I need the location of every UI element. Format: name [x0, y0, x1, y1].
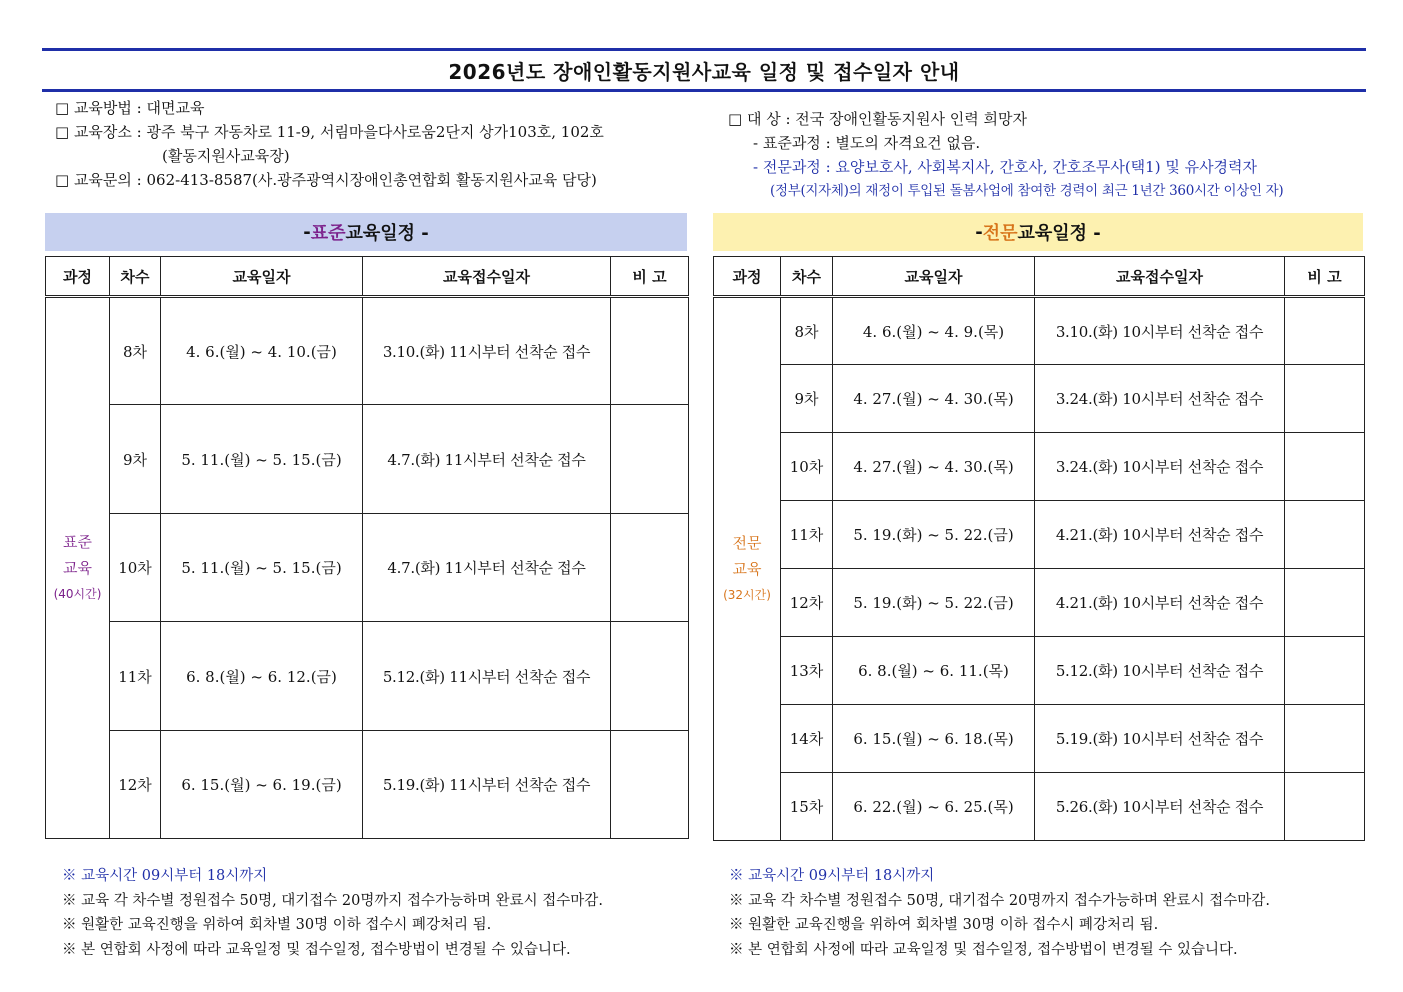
- table-row: [46, 622, 689, 731]
- note-cancel: ※ 원활한 교육진행을 위하여 회차별 30명 이하 접수시 폐강처리 됨.: [729, 917, 1159, 933]
- table-row: [46, 514, 689, 622]
- note-cell: [1285, 637, 1365, 705]
- round-cell: 10차: [781, 433, 833, 501]
- note-change: ※ 본 연합회 사정에 따라 교육일정 및 접수일정, 접수방법이 변경될 수 있습니다.: [62, 941, 571, 958]
- info-expert-req: - 전문과정 : 요양보호사, 사회복지사, 간호사, 간호조무사(택1) 및 유사경력자: [753, 158, 1258, 176]
- round-cell: 11차: [110, 622, 161, 731]
- table-row: [714, 569, 1365, 637]
- note-cancel: ※ 원활한 교육진행을 위하여 회차별 30명 이하 접수시 폐강처리 됨.: [62, 917, 492, 933]
- table-row: [714, 433, 1365, 501]
- date-cell: 6. 15.(월) ~ 6. 18.(목): [833, 705, 1035, 773]
- date-cell: 6. 8.(월) ~ 6. 12.(금): [161, 622, 363, 731]
- standard-banner: - 표준 교육일정 -: [45, 213, 687, 251]
- header-recv: 교육접수일자: [1035, 257, 1285, 297]
- date-cell: 5. 19.(화) ~ 5. 22.(금): [833, 569, 1035, 637]
- date-cell: 4. 27.(월) ~ 4. 30.(목): [833, 433, 1035, 501]
- date-cell: 4. 27.(월) ~ 4. 30.(목): [833, 365, 1035, 433]
- date-cell: 5. 11.(월) ~ 5. 15.(금): [161, 405, 363, 514]
- expert-schedule-table: [713, 256, 1365, 841]
- note-cell: [1285, 297, 1365, 365]
- expert-banner: - 전문 교육일정 -: [713, 213, 1363, 251]
- course-cell: 전문 교육 (32시간): [714, 297, 781, 841]
- header-note: 비 고: [1285, 257, 1365, 297]
- recv-cell: 4.21.(화) 10시부터 선착순 접수: [1035, 501, 1285, 569]
- round-cell: 10차: [110, 514, 161, 622]
- table-row: [46, 405, 689, 514]
- recv-cell: 4.7.(화) 11시부터 선착순 접수: [363, 514, 611, 622]
- info-expert-note: (정부(지자체)의 재정이 투입된 돌봄사업에 참여한 경력이 최근 1년간 360시간 이상인 자): [770, 183, 1284, 199]
- recv-cell: 5.26.(화) 10시부터 선착순 접수: [1035, 773, 1285, 841]
- note-capacity: ※ 교육 각 차수별 정원접수 50명, 대기접수 20명까지 접수가능하며 완료시 접수마감.: [729, 892, 1270, 909]
- round-cell: 13차: [781, 637, 833, 705]
- recv-cell: 3.24.(화) 10시부터 선착순 접수: [1035, 433, 1285, 501]
- info-standard-req: - 표준과정 : 별도의 자격요건 없음.: [753, 134, 981, 152]
- header-course: 과정: [46, 257, 110, 297]
- info-right: [728, 107, 1368, 203]
- note-hours: ※ 교육시간 09시부터 18시까지: [729, 868, 935, 884]
- header-recv: 교육접수일자: [363, 257, 611, 297]
- round-cell: 8차: [781, 297, 833, 365]
- recv-cell: 5.19.(화) 10시부터 선착순 접수: [1035, 705, 1285, 773]
- recv-cell: 5.12.(화) 10시부터 선착순 접수: [1035, 637, 1285, 705]
- note-cell: [611, 405, 689, 514]
- recv-cell: 4.7.(화) 11시부터 선착순 접수: [363, 405, 611, 514]
- info-target: □ 대 상 : 전국 장애인활동지원사 인력 희망자: [728, 110, 1027, 128]
- table-header-row: [46, 257, 689, 297]
- info-method: □ 교육방법 : 대면교육: [55, 99, 205, 117]
- table-row: [714, 297, 1365, 365]
- table-row: [46, 297, 689, 405]
- note-cell: [1285, 501, 1365, 569]
- round-cell: 12차: [110, 731, 161, 839]
- round-cell: 12차: [781, 569, 833, 637]
- header-date: 교육일자: [833, 257, 1035, 297]
- note-capacity: ※ 교육 각 차수별 정원접수 50명, 대기접수 20명까지 접수가능하며 완료시 접수마감.: [62, 892, 603, 909]
- date-cell: 5. 19.(화) ~ 5. 22.(금): [833, 501, 1035, 569]
- header-course: 과정: [714, 257, 781, 297]
- round-cell: 11차: [781, 501, 833, 569]
- round-cell: 14차: [781, 705, 833, 773]
- round-cell: 15차: [781, 773, 833, 841]
- date-cell: 4. 6.(월) ~ 4. 9.(목): [833, 297, 1035, 365]
- note-cell: [1285, 433, 1365, 501]
- note-cell: [611, 514, 689, 622]
- standard-banner-highlight: 표준: [310, 223, 346, 244]
- round-cell: 8차: [110, 297, 161, 405]
- header-note: 비 고: [611, 257, 689, 297]
- note-cell: [1285, 569, 1365, 637]
- date-cell: 6. 8.(월) ~ 6. 11.(목): [833, 637, 1035, 705]
- note-hours: ※ 교육시간 09시부터 18시까지: [62, 868, 268, 884]
- info-place: □ 교육장소 : 광주 북구 자동차로 11-9, 서림마을다사로움2단지 상가103호, 102호: [55, 123, 604, 141]
- standard-schedule-table: [45, 256, 689, 839]
- header-date: 교육일자: [161, 257, 363, 297]
- note-cell: [1285, 365, 1365, 433]
- info-place-detail: (활동지원사교육장): [162, 147, 290, 165]
- expert-banner-highlight: 전문: [982, 223, 1018, 244]
- notes-left: [62, 864, 702, 962]
- notes-right: [729, 864, 1369, 962]
- page-title: 2026년도 장애인활동지원사교육 일정 및 접수일자 안내: [448, 59, 960, 84]
- round-cell: 9차: [110, 405, 161, 514]
- note-cell: [611, 731, 689, 839]
- recv-cell: 4.21.(화) 10시부터 선착순 접수: [1035, 569, 1285, 637]
- course-cell: 표준 교육 (40시간): [46, 297, 110, 839]
- title-bar: [42, 48, 1366, 92]
- note-cell: [611, 297, 689, 405]
- table-row: [46, 731, 689, 839]
- date-cell: 6. 22.(월) ~ 6. 25.(목): [833, 773, 1035, 841]
- recv-cell: 3.10.(화) 11시부터 선착순 접수: [363, 297, 611, 405]
- date-cell: 6. 15.(월) ~ 6. 19.(금): [161, 731, 363, 839]
- table-row: [714, 365, 1365, 433]
- note-cell: [611, 622, 689, 731]
- table-row: [714, 637, 1365, 705]
- table-row: [714, 773, 1365, 841]
- recv-cell: 5.12.(화) 11시부터 선착순 접수: [363, 622, 611, 731]
- note-cell: [1285, 773, 1365, 841]
- table-row: [714, 501, 1365, 569]
- table-header-row: [714, 257, 1365, 297]
- round-cell: 9차: [781, 365, 833, 433]
- recv-cell: 5.19.(화) 11시부터 선착순 접수: [363, 731, 611, 839]
- recv-cell: 3.24.(화) 10시부터 선착순 접수: [1035, 365, 1285, 433]
- info-left: [55, 96, 715, 192]
- date-cell: 5. 11.(월) ~ 5. 15.(금): [161, 514, 363, 622]
- note-cell: [1285, 705, 1365, 773]
- date-cell: 4. 6.(월) ~ 4. 10.(금): [161, 297, 363, 405]
- info-contact: □ 교육문의 : 062-413-8587(사.광주광역시장애인총연합회 활동지원사교육 담당): [55, 171, 597, 189]
- note-change: ※ 본 연합회 사정에 따라 교육일정 및 접수일정, 접수방법이 변경될 수 있습니다.: [729, 941, 1238, 958]
- header-round: 차수: [110, 257, 161, 297]
- recv-cell: 3.10.(화) 10시부터 선착순 접수: [1035, 297, 1285, 365]
- header-round: 차수: [781, 257, 833, 297]
- table-row: [714, 705, 1365, 773]
